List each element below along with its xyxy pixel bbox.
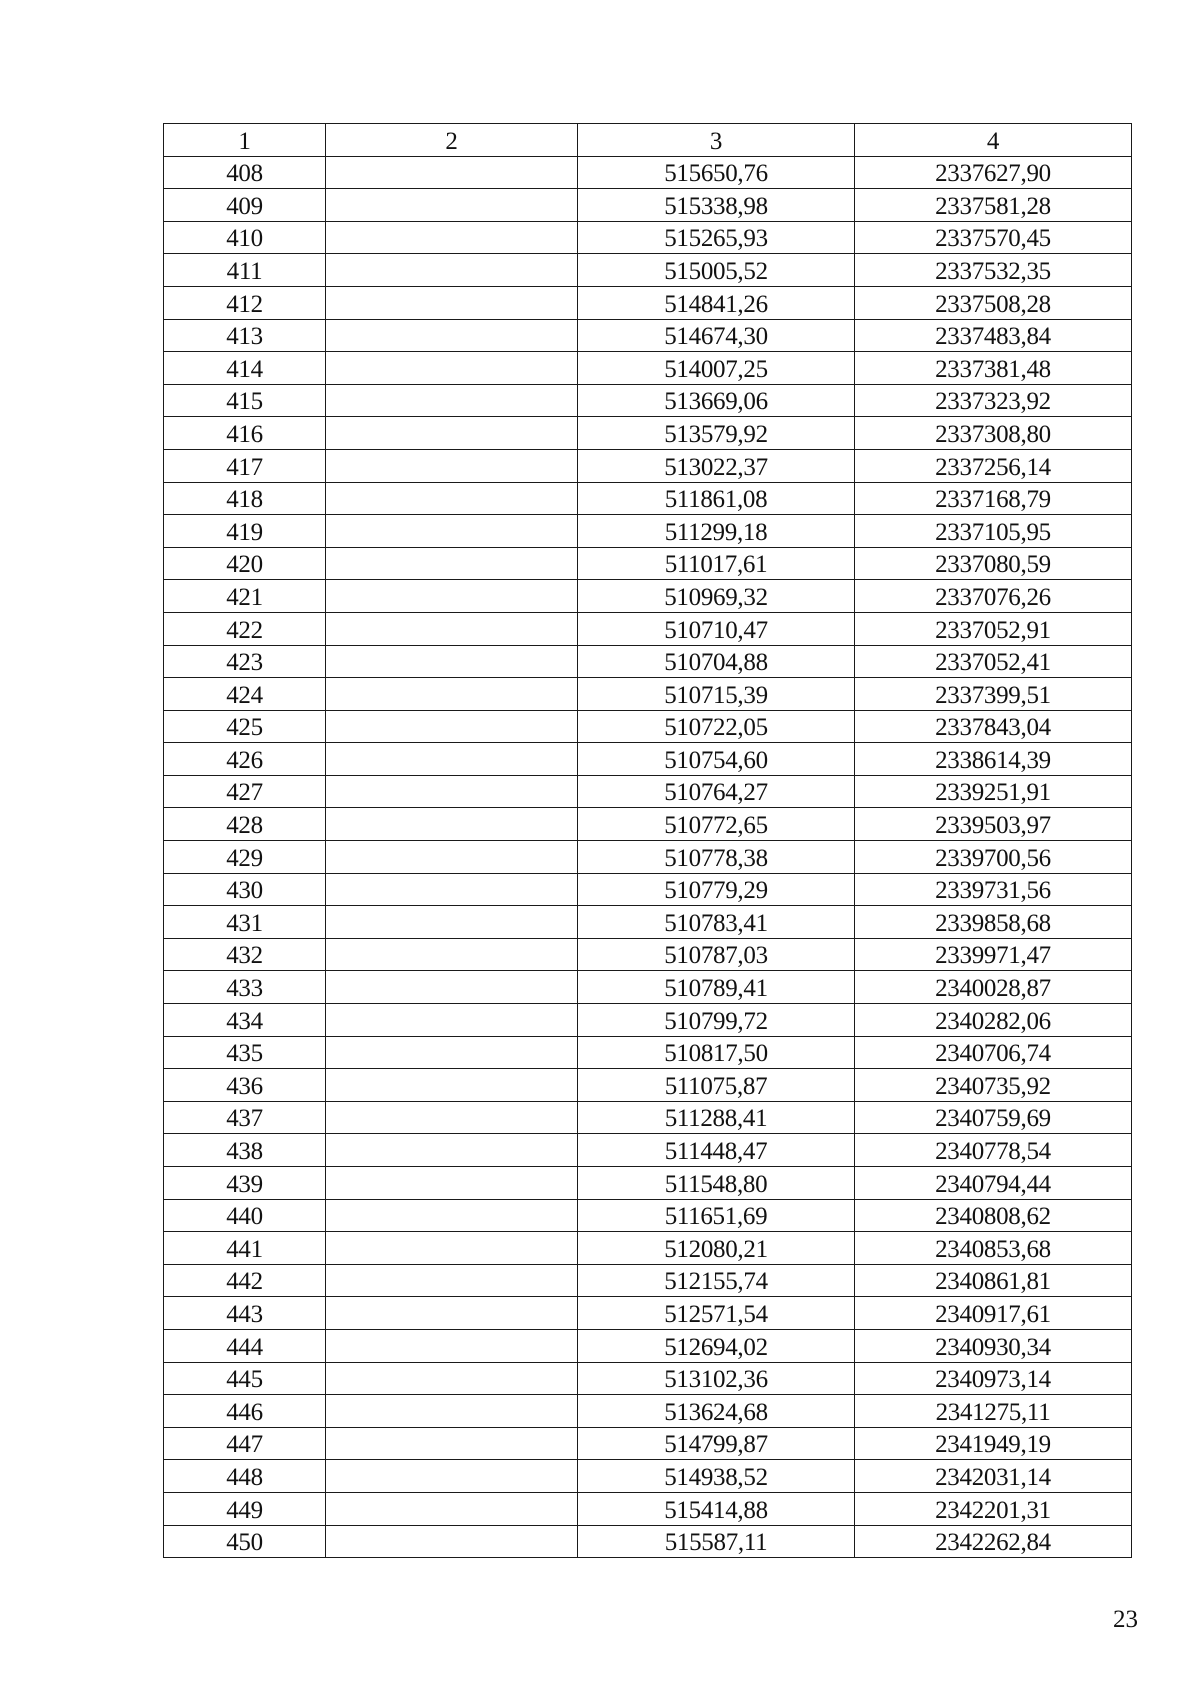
y-coordinate-cell: 2337570,45 — [855, 221, 1132, 254]
point-number-cell: 428 — [164, 808, 326, 841]
coordinates-table — [163, 123, 1132, 1558]
x-coordinate-cell: 514007,25 — [578, 352, 855, 385]
y-coordinate-cell: 2340861,81 — [855, 1264, 1132, 1297]
description-cell — [326, 1069, 578, 1102]
description-cell — [326, 384, 578, 417]
y-coordinate-cell: 2340028,87 — [855, 971, 1132, 1004]
table-row — [164, 1167, 1132, 1200]
x-coordinate-cell: 511548,80 — [578, 1167, 855, 1200]
y-coordinate-cell: 2337532,35 — [855, 254, 1132, 287]
x-coordinate-cell: 515338,98 — [578, 189, 855, 222]
x-coordinate-cell: 511017,61 — [578, 547, 855, 580]
point-number-cell: 447 — [164, 1427, 326, 1460]
description-cell — [326, 1264, 578, 1297]
y-coordinate-cell: 2337052,41 — [855, 645, 1132, 678]
description-cell — [326, 1134, 578, 1167]
description-cell — [326, 156, 578, 189]
description-cell — [326, 1167, 578, 1200]
y-coordinate-cell: 2339971,47 — [855, 938, 1132, 971]
y-coordinate-cell: 2342031,14 — [855, 1460, 1132, 1493]
description-cell — [326, 482, 578, 515]
table-row — [164, 775, 1132, 808]
y-coordinate-cell: 2337080,59 — [855, 547, 1132, 580]
table-row — [164, 319, 1132, 352]
description-cell — [326, 775, 578, 808]
y-coordinate-cell: 2341275,11 — [855, 1395, 1132, 1428]
description-cell — [326, 189, 578, 222]
y-coordinate-cell: 2337168,79 — [855, 482, 1132, 515]
point-number-cell: 441 — [164, 1232, 326, 1265]
table-row — [164, 710, 1132, 743]
table-row — [164, 938, 1132, 971]
point-number-cell: 446 — [164, 1395, 326, 1428]
point-number-cell: 438 — [164, 1134, 326, 1167]
y-coordinate-cell: 2339700,56 — [855, 841, 1132, 874]
description-cell — [326, 906, 578, 939]
point-number-cell: 432 — [164, 938, 326, 971]
point-number-cell: 408 — [164, 156, 326, 189]
table-row — [164, 1492, 1132, 1525]
table-row — [164, 221, 1132, 254]
table-row — [164, 1525, 1132, 1558]
table-header — [164, 124, 1132, 157]
x-coordinate-cell: 510704,88 — [578, 645, 855, 678]
description-cell — [326, 547, 578, 580]
description-cell — [326, 1395, 578, 1428]
x-coordinate-cell: 510754,60 — [578, 743, 855, 776]
description-cell — [326, 971, 578, 1004]
y-coordinate-cell: 2340930,34 — [855, 1329, 1132, 1362]
description-cell — [326, 1232, 578, 1265]
x-coordinate-cell: 510715,39 — [578, 678, 855, 711]
y-coordinate-cell: 2337323,92 — [855, 384, 1132, 417]
description-cell — [326, 612, 578, 645]
x-coordinate-cell: 511651,69 — [578, 1199, 855, 1232]
description-cell — [326, 1525, 578, 1558]
table-row — [164, 1199, 1132, 1232]
x-coordinate-cell: 510969,32 — [578, 580, 855, 613]
point-number-cell: 421 — [164, 580, 326, 613]
point-number-cell: 430 — [164, 873, 326, 906]
y-coordinate-cell: 2337076,26 — [855, 580, 1132, 613]
table-row — [164, 1101, 1132, 1134]
x-coordinate-cell: 511861,08 — [578, 482, 855, 515]
x-coordinate-cell: 511448,47 — [578, 1134, 855, 1167]
x-coordinate-cell: 513624,68 — [578, 1395, 855, 1428]
table-row — [164, 1264, 1132, 1297]
x-coordinate-cell: 510722,05 — [578, 710, 855, 743]
y-coordinate-cell: 2338614,39 — [855, 743, 1132, 776]
point-number-cell: 412 — [164, 286, 326, 319]
point-number-cell: 440 — [164, 1199, 326, 1232]
table-row — [164, 1004, 1132, 1037]
x-coordinate-cell: 510779,29 — [578, 873, 855, 906]
x-coordinate-cell: 510817,50 — [578, 1036, 855, 1069]
point-number-cell: 444 — [164, 1329, 326, 1362]
point-number-cell: 445 — [164, 1362, 326, 1395]
table-row — [164, 352, 1132, 385]
point-number-cell: 425 — [164, 710, 326, 743]
point-number-cell: 414 — [164, 352, 326, 385]
description-cell — [326, 808, 578, 841]
table-row — [164, 1036, 1132, 1069]
point-number-cell: 439 — [164, 1167, 326, 1200]
table-row — [164, 156, 1132, 189]
description-cell — [326, 873, 578, 906]
description-cell — [326, 645, 578, 678]
x-coordinate-cell: 514799,87 — [578, 1427, 855, 1460]
table-row — [164, 678, 1132, 711]
x-coordinate-cell: 510783,41 — [578, 906, 855, 939]
x-coordinate-cell: 510799,72 — [578, 1004, 855, 1037]
point-number-cell: 426 — [164, 743, 326, 776]
y-coordinate-cell: 2337308,80 — [855, 417, 1132, 450]
description-cell — [326, 221, 578, 254]
point-number-cell: 418 — [164, 482, 326, 515]
x-coordinate-cell: 512080,21 — [578, 1232, 855, 1265]
table-row — [164, 1395, 1132, 1428]
table-row — [164, 645, 1132, 678]
description-cell — [326, 286, 578, 319]
description-cell — [326, 1362, 578, 1395]
column-header-3: 3 — [578, 124, 855, 157]
point-number-cell: 422 — [164, 612, 326, 645]
point-number-cell: 442 — [164, 1264, 326, 1297]
point-number-cell: 429 — [164, 841, 326, 874]
x-coordinate-cell: 511299,18 — [578, 515, 855, 548]
point-number-cell: 409 — [164, 189, 326, 222]
y-coordinate-cell: 2340759,69 — [855, 1101, 1132, 1134]
y-coordinate-cell: 2339858,68 — [855, 906, 1132, 939]
table-row — [164, 808, 1132, 841]
description-cell — [326, 515, 578, 548]
x-coordinate-cell: 510778,38 — [578, 841, 855, 874]
point-number-cell: 420 — [164, 547, 326, 580]
table-row — [164, 1362, 1132, 1395]
y-coordinate-cell: 2337843,04 — [855, 710, 1132, 743]
description-cell — [326, 1492, 578, 1525]
point-number-cell: 427 — [164, 775, 326, 808]
y-coordinate-cell: 2340735,92 — [855, 1069, 1132, 1102]
y-coordinate-cell: 2341949,19 — [855, 1427, 1132, 1460]
x-coordinate-cell: 514674,30 — [578, 319, 855, 352]
column-header-1: 1 — [164, 124, 326, 157]
point-number-cell: 424 — [164, 678, 326, 711]
y-coordinate-cell: 2340706,74 — [855, 1036, 1132, 1069]
y-coordinate-cell: 2337105,95 — [855, 515, 1132, 548]
x-coordinate-cell: 515414,88 — [578, 1492, 855, 1525]
x-coordinate-cell: 510787,03 — [578, 938, 855, 971]
y-coordinate-cell: 2337483,84 — [855, 319, 1132, 352]
point-number-cell: 413 — [164, 319, 326, 352]
point-number-cell: 410 — [164, 221, 326, 254]
x-coordinate-cell: 515265,93 — [578, 221, 855, 254]
description-cell — [326, 841, 578, 874]
table-row — [164, 1460, 1132, 1493]
description-cell — [326, 580, 578, 613]
x-coordinate-cell: 512571,54 — [578, 1297, 855, 1330]
table-row — [164, 515, 1132, 548]
table-row — [164, 449, 1132, 482]
description-cell — [326, 743, 578, 776]
point-number-cell: 450 — [164, 1525, 326, 1558]
x-coordinate-cell: 515587,11 — [578, 1525, 855, 1558]
table-row — [164, 384, 1132, 417]
point-number-cell: 448 — [164, 1460, 326, 1493]
y-coordinate-cell: 2339731,56 — [855, 873, 1132, 906]
y-coordinate-cell: 2340808,62 — [855, 1199, 1132, 1232]
point-number-cell: 443 — [164, 1297, 326, 1330]
y-coordinate-cell: 2337052,91 — [855, 612, 1132, 645]
table-row — [164, 1297, 1132, 1330]
y-coordinate-cell: 2337399,51 — [855, 678, 1132, 711]
description-cell — [326, 319, 578, 352]
description-cell — [326, 417, 578, 450]
table-row — [164, 1134, 1132, 1167]
description-cell — [326, 1460, 578, 1493]
description-cell — [326, 678, 578, 711]
x-coordinate-cell: 513022,37 — [578, 449, 855, 482]
point-number-cell: 431 — [164, 906, 326, 939]
point-number-cell: 417 — [164, 449, 326, 482]
y-coordinate-cell: 2339251,91 — [855, 775, 1132, 808]
y-coordinate-cell: 2340794,44 — [855, 1167, 1132, 1200]
description-cell — [326, 1004, 578, 1037]
table-row — [164, 417, 1132, 450]
y-coordinate-cell: 2340778,54 — [855, 1134, 1132, 1167]
x-coordinate-cell: 513102,36 — [578, 1362, 855, 1395]
point-number-cell: 423 — [164, 645, 326, 678]
description-cell — [326, 1199, 578, 1232]
y-coordinate-cell: 2337627,90 — [855, 156, 1132, 189]
table-row — [164, 189, 1132, 222]
x-coordinate-cell: 514841,26 — [578, 286, 855, 319]
table-row — [164, 873, 1132, 906]
x-coordinate-cell: 511075,87 — [578, 1069, 855, 1102]
y-coordinate-cell: 2340973,14 — [855, 1362, 1132, 1395]
description-cell — [326, 254, 578, 287]
table-row — [164, 286, 1132, 319]
description-cell — [326, 1036, 578, 1069]
x-coordinate-cell: 511288,41 — [578, 1101, 855, 1134]
table-row — [164, 254, 1132, 287]
description-cell — [326, 352, 578, 385]
column-header-2: 2 — [326, 124, 578, 157]
point-number-cell: 436 — [164, 1069, 326, 1102]
point-number-cell: 433 — [164, 971, 326, 1004]
y-coordinate-cell: 2337508,28 — [855, 286, 1132, 319]
point-number-cell: 411 — [164, 254, 326, 287]
point-number-cell: 419 — [164, 515, 326, 548]
x-coordinate-cell: 512694,02 — [578, 1329, 855, 1362]
x-coordinate-cell: 510710,47 — [578, 612, 855, 645]
x-coordinate-cell: 512155,74 — [578, 1264, 855, 1297]
y-coordinate-cell: 2337381,48 — [855, 352, 1132, 385]
x-coordinate-cell: 510764,27 — [578, 775, 855, 808]
point-number-cell: 449 — [164, 1492, 326, 1525]
y-coordinate-cell: 2340917,61 — [855, 1297, 1132, 1330]
y-coordinate-cell: 2340853,68 — [855, 1232, 1132, 1265]
table-row — [164, 1427, 1132, 1460]
table-row — [164, 612, 1132, 645]
x-coordinate-cell: 510772,65 — [578, 808, 855, 841]
description-cell — [326, 449, 578, 482]
x-coordinate-cell: 513669,06 — [578, 384, 855, 417]
column-header-4: 4 — [855, 124, 1132, 157]
description-cell — [326, 1297, 578, 1330]
point-number-cell: 437 — [164, 1101, 326, 1134]
table-row — [164, 580, 1132, 613]
y-coordinate-cell: 2337581,28 — [855, 189, 1132, 222]
table-row — [164, 1232, 1132, 1265]
point-number-cell: 416 — [164, 417, 326, 450]
table-row — [164, 743, 1132, 776]
table-row — [164, 971, 1132, 1004]
description-cell — [326, 938, 578, 971]
y-coordinate-cell: 2342262,84 — [855, 1525, 1132, 1558]
x-coordinate-cell: 515005,52 — [578, 254, 855, 287]
y-coordinate-cell: 2342201,31 — [855, 1492, 1132, 1525]
description-cell — [326, 1427, 578, 1460]
point-number-cell: 415 — [164, 384, 326, 417]
description-cell — [326, 1101, 578, 1134]
table-row — [164, 841, 1132, 874]
x-coordinate-cell: 513579,92 — [578, 417, 855, 450]
table-row — [164, 547, 1132, 580]
table-row — [164, 1069, 1132, 1102]
y-coordinate-cell: 2337256,14 — [855, 449, 1132, 482]
y-coordinate-cell: 2340282,06 — [855, 1004, 1132, 1037]
table-body — [164, 156, 1132, 1558]
page-number: 23 — [1113, 1606, 1138, 1633]
table-row — [164, 482, 1132, 515]
point-number-cell: 435 — [164, 1036, 326, 1069]
x-coordinate-cell: 515650,76 — [578, 156, 855, 189]
description-cell — [326, 710, 578, 743]
point-number-cell: 434 — [164, 1004, 326, 1037]
x-coordinate-cell: 510789,41 — [578, 971, 855, 1004]
description-cell — [326, 1329, 578, 1362]
x-coordinate-cell: 514938,52 — [578, 1460, 855, 1493]
y-coordinate-cell: 2339503,97 — [855, 808, 1132, 841]
table-row — [164, 1329, 1132, 1362]
table-row — [164, 906, 1132, 939]
header-row — [164, 124, 1132, 157]
